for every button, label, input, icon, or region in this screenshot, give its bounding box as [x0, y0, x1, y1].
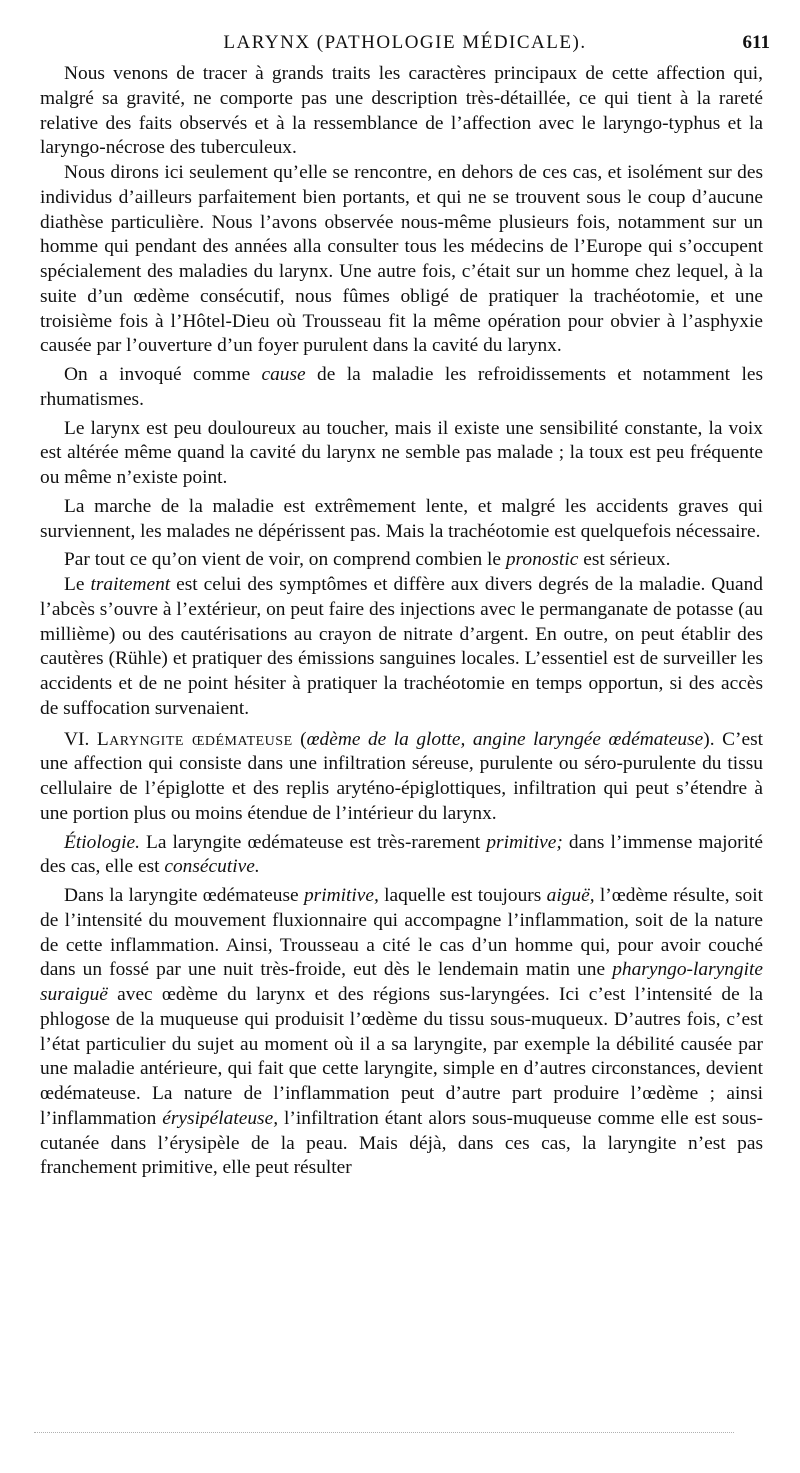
- emphasis-pronostic: pronostic: [505, 549, 579, 571]
- section-number: VI.: [64, 728, 97, 750]
- text-run: (: [292, 728, 307, 750]
- text-run: Par tout ce qu’on vient de voir, on comprend combien le: [64, 549, 506, 571]
- paragraph-symptoms: Le larynx est peu douloureux au toucher, mais il existe une sensibilité constante, la voix est altérée même quand la cavité du larynx ne semble pas malade ; la toux est peu fréquente ou même n’existe point.: [40, 417, 763, 488]
- section-heading-laryngite-oedemateuse: [40, 728, 763, 827]
- text-run: laquelle est toujours: [378, 885, 547, 906]
- text-run: Dans la laryngite œdémateuse: [64, 885, 304, 906]
- paragraph-course: La marche de la maladie est extrêmement lente, et malgré les accidents graves qui surviennent, les malades ne dépérissent pas. Mais la trachéotomie est quelquefois nécessaire.: [40, 495, 763, 542]
- text-run: C’est une affection qui consiste dans une infiltration séreuse, purulente ou séro-purulente du tissu cellulaire de l’épiglotte et des replis aryténo-épiglottiques, infiltration qui peut s’étendre à une portion plus ou moins étendue de l’intérieur du larynx.: [40, 728, 764, 824]
- emphasis-erysipelateuse: érysipélateuse,: [162, 1107, 279, 1129]
- paragraph-treatment: [40, 573, 763, 722]
- paragraph-primitive-laryngitis: [40, 884, 763, 1181]
- text-run: On a invoqué comme: [64, 364, 262, 385]
- body-text: [40, 62, 763, 1181]
- emphasis-cause: cause: [261, 364, 306, 385]
- text-run: de la maladie les refroidissements et notamment les rhumatismes.: [40, 364, 763, 410]
- page-number: 611: [742, 32, 770, 53]
- paragraph-intro: Nous venons de tracer à grands traits les caractères principaux de cette affection qui, malgré sa gravité, ne comporte pas une description très-détaillée, ce qui tient à la rareté relative des faits observés et à la ressemblance de l’affection avec le laryngo-typhus et la laryngo-nécrose des tuberculeux.: [40, 63, 763, 159]
- emphasis-traitement: traitement: [90, 574, 171, 595]
- emphasis-primitive: primitive,: [303, 885, 379, 906]
- emphasis-primitive: primitive;: [486, 831, 563, 853]
- text-run: est celui des symptômes et diffère aux divers degrés de la maladie. Quand l’abcès s’ouvre à l’extérieur, on peut faire des injections avec le permanganate de potasse (au millième) ou des cautérisations au crayon de nitrate d’argent. En outre, on peut établir des cautères (Rühle) et pratiquer des émissions sanguines locales. L’essentiel est de surveiller les accidents et de ne point hésiter à pratiquer la trachéotomie en temps opportun, si des accès de suffocation survenaient.: [40, 574, 763, 719]
- paragraph-etiology: [40, 831, 763, 881]
- text-run: La laryngite œdémateuse est très-rarement: [139, 831, 487, 853]
- emphasis-consecutive: consécutive.: [164, 856, 260, 878]
- paragraph-cause: [40, 363, 763, 413]
- text-run: l’œdème résulte, soit de l’intensité du mouvement fluxionnaire qui accompagne l’inflammation, soit de la nature de cette inflammation. Ainsi, Trousseau a cité le cas d’un homme qui, pour avoir couché dans un fossé par une nuit très-froide, eut dès le lendemain matin une: [40, 885, 763, 981]
- text-run: ).: [703, 728, 715, 750]
- section-title: Laryngite œdémateuse: [96, 728, 293, 750]
- footer-dotted-rule: [34, 1432, 734, 1433]
- running-title: LARYNX (PATHOLOGIE MÉDICALE).: [223, 32, 587, 53]
- paragraph-observations: Nous dirons ici seulement qu’elle se rencontre, en dehors de ces cas, et isolément sur des individus d’ailleurs parfaitement bien portants, et qui ne se trouvent sous le coup d’aucune diathèse particulière. Nous l’avons observée nous-même plusieurs fois, notamment sur un homme qui pendant des années alla consulter tous les médecins de l’Europe qui s’occupent spécialement des maladies du larynx. Une autre fois, c’était sur un homme chez lequel, à la suite d’un œdème consécutif, nous fûmes obligé de pratiquer la trachéotomie, et une troisième fois à l’Hôtel-Dieu où Trousseau fit la même opération pour obvier à l’asphyxie causée par l’ouverture d’un foyer purulent dans la cavité du larynx.: [40, 162, 763, 357]
- subheading-etiologie: Étiologie.: [64, 831, 140, 853]
- emphasis-aigue: aiguë,: [546, 885, 595, 906]
- text-run: avec œdème du larynx et des régions sus-laryngées. Ici c’est l’intensité de la phlogose de la muqueuse qui produisit l’œdème du tissu sous-muqueux. D’autres fois, c’est l’état particulier du sujet au moment où il a sa laryngite, par exemple la débilité causée par une maladie antérieure, qui fait que cette laryngite, simple en d’autres circonstances, devient œdémateuse. La nature de l’inflammation peut d’autre part produire l’œdème ; ainsi l’inflammation: [40, 984, 763, 1129]
- emphasis-pharyngo-laryngite: pharyngo-laryngite suraiguë: [40, 959, 763, 1005]
- text-run: dans l’immense majorité des cas, elle est: [40, 831, 763, 878]
- section-synonyms: œdème de la glotte, angine laryngée œdémateuse: [306, 728, 704, 750]
- text-run: l’infiltration étant alors sous-muqueuse comme elle est sous-cutanée dans l’érysipèle de la peau. Mais déjà, dans ces cas, la laryngite n’est pas franchement primitive, elle peut résulter: [40, 1107, 763, 1179]
- text-run: Le: [64, 574, 91, 595]
- running-head: [40, 32, 770, 58]
- text-run: est sérieux.: [578, 549, 671, 571]
- paragraph-prognosis: [40, 548, 763, 573]
